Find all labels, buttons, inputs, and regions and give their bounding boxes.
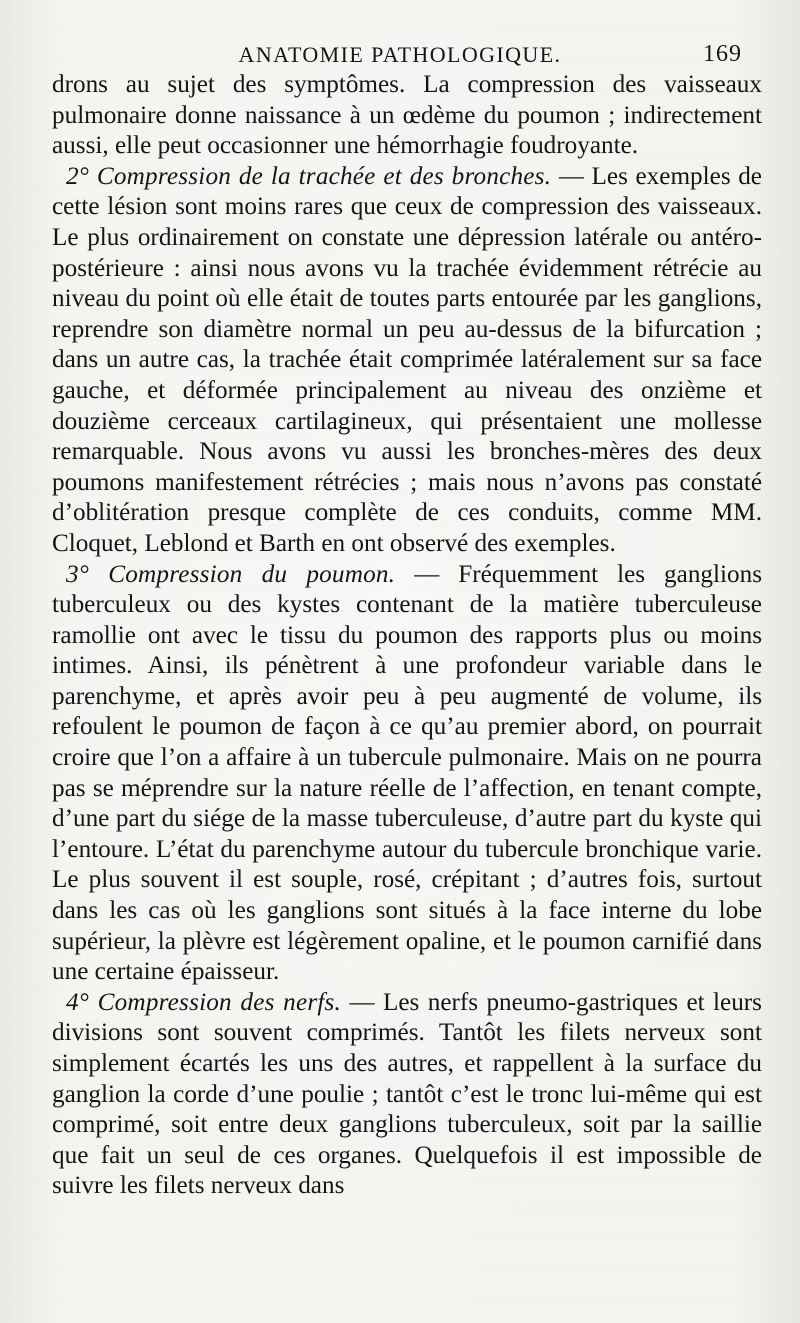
paragraph-text: Les nerfs pneumo-gastriques et leurs divisions sont souvent comprimés. Tantôt les filets nerveux sont simplement écartés les uns des autres, et rappellent à la surface du ganglion la corde d’une poulie ; tantôt c’est le tronc lui-même qui est comprimé, soit entre deux ganglions tuberculeux, soit par la saillie que fait un seul de ces organes. Quelquefois il est impossible de suivre les filets nerveux dans <box>52 988 762 1200</box>
paragraph-nerfs <box>52 988 762 1202</box>
em-dash: — <box>558 162 584 190</box>
running-head: ANATOMIE PATHOLOGIQUE. <box>238 42 562 67</box>
page-number: 169 <box>703 41 742 67</box>
paragraph-text: Les exemples de cette lésion sont moins rares que ceux de compression des vaisseaux. Le plus ordinairement on constate une dépression latérale ou antéro-postérieure : ainsi nous avons vu la trachée évidemment rétrécie au niveau du point où elle était de toutes parts entourée par les ganglions, reprendre son diamètre normal un peu au-dessus de la bifurcation ; dans un autre cas, la trachée était comprimée latéralement sur sa face gauche, et déformée principalement au niveau des onzième et douzième cerceaux cartilagineux, qui présentaient une mollesse remarquable. Nous avons vu aussi les bronches-mères des deux poumons manifestement rétrécies ; mais nous n’avons pas constaté d’oblitération presque complète de ces conduits, comme MM. Cloquet, Leblond et Barth en ont observé des exemples. <box>52 162 762 557</box>
section-title-poumon: 3° Compression du poumon. <box>66 560 396 588</box>
page-body <box>52 70 762 1202</box>
em-dash: — <box>414 560 440 588</box>
paragraph-trachee <box>52 162 762 560</box>
em-dash: — <box>349 988 375 1016</box>
paragraph-text: Fréquemment les ganglions tuberculeux ou des kystes contenant de la matière tuberculeuse ramollie ont avec le tissu du poumon des rapports plus ou moins intimes. Ainsi, ils pénètrent à une profondeur variable dans le parenchyme, et après avoir peu à peu augmenté de volume, ils refoulent le poumon de façon à ce qu’au premier abord, on pourrait croire que l’on a affaire à un tubercule pulmonaire. Mais on ne pourra pas se méprendre sur la nature réelle de l’affection, en tenant compte, d’une part du siége de la masse tuberculeuse, d’autre part du kyste qui l’entoure. L’état du parenchyme autour du tubercule bronchique varie. Le plus souvent il est souple, rosé, crépitant ; d’autres fois, surtout dans les cas où les ganglions sont situés à la face interne du lobe supérieur, la plèvre est légèrement opaline, et le poumon carnifié dans une certaine épaisseur. <box>52 560 763 986</box>
section-title-trachee: 2° Compression de la trachée et des bronches. <box>66 162 552 190</box>
section-title-nerfs: 4° Compression des nerfs. <box>66 988 342 1016</box>
paragraph-poumon <box>52 560 762 988</box>
page-header <box>58 36 742 68</box>
paragraph-0: drons au sujet des symptômes. La compression des vaisseaux pulmonaire donne naissance à un œdème du poumon ; indirectement aussi, elle peut occasionner une hémorrhagie foudroyante. <box>52 71 762 160</box>
